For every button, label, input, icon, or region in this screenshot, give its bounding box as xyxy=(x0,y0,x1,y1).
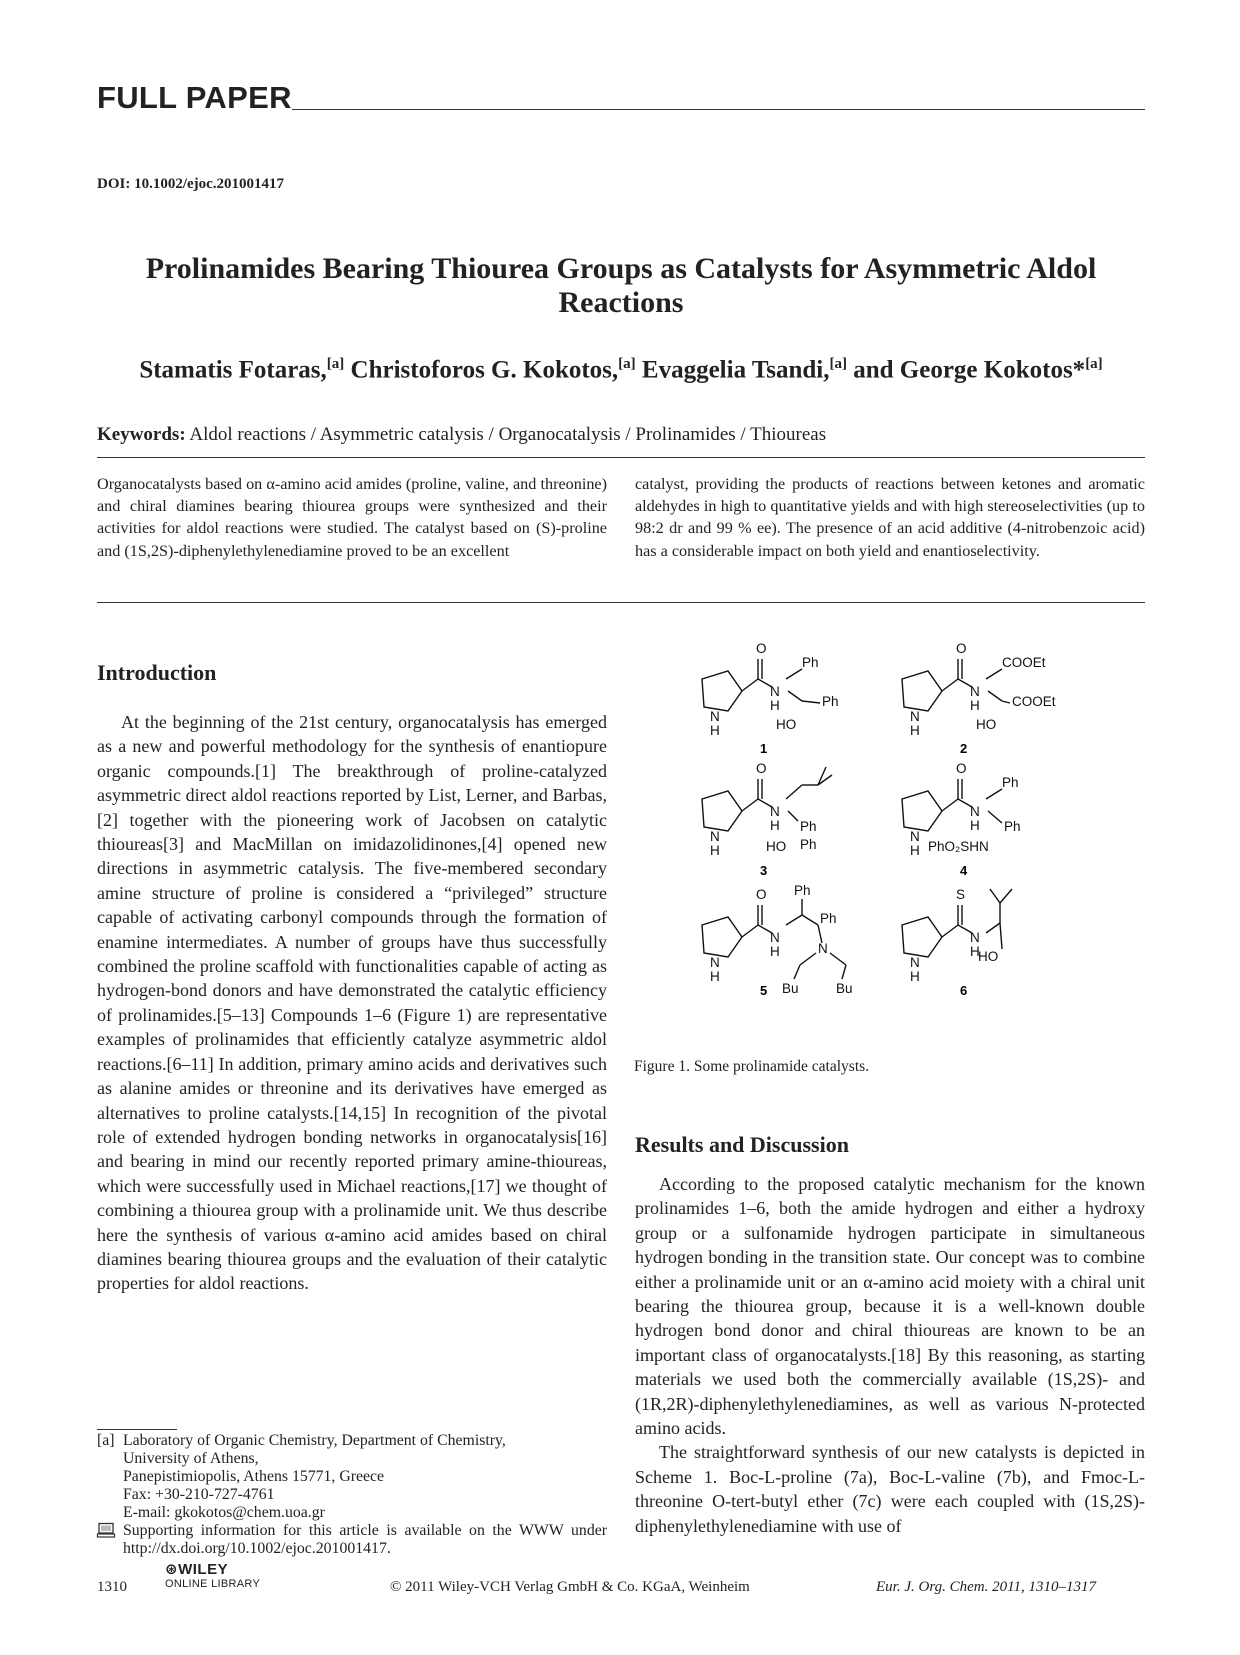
affiliation-address: Panepistimiopolis, Athens 15771, Greece xyxy=(123,1468,385,1485)
author-name: Evaggelia Tsandi, xyxy=(641,356,830,384)
introduction-heading: Introduction xyxy=(97,660,217,685)
atom-label: O xyxy=(756,887,767,902)
atom-label: H xyxy=(710,723,720,738)
affiliation-line: Laboratory of Organic Chemistry, Department of Chemistry, xyxy=(123,1432,506,1449)
compound-label-5: 5 xyxy=(760,983,768,998)
atom-label: Ph xyxy=(1004,819,1021,834)
author-affiliation: [a] xyxy=(829,356,847,372)
atom-label: N xyxy=(910,955,920,970)
supporting-information-note: Supporting information for this article is available on the WWW under http://dx.doi.org/10.1002/ejoc.201001417. xyxy=(123,1522,607,1557)
atom-label: N xyxy=(910,709,920,724)
atom-label: H xyxy=(710,969,720,984)
atom-label: N xyxy=(770,804,780,819)
atom-label: Ph xyxy=(822,694,839,709)
header-rule xyxy=(292,109,1145,110)
atom-label: O xyxy=(956,641,967,656)
atom-label: Ph xyxy=(800,819,817,834)
wiley-logo xyxy=(165,1560,275,1578)
affiliation-line: University of Athens, xyxy=(123,1450,259,1467)
compound-label-3: 3 xyxy=(760,863,768,878)
introduction-body xyxy=(97,710,607,1296)
atom-label: H xyxy=(970,944,980,959)
results-body xyxy=(635,1172,1145,1538)
keywords-label: Keywords: xyxy=(97,424,186,445)
affiliation-email: E-mail: gkokotos@chem.uoa.gr xyxy=(123,1504,325,1521)
atom-label: O xyxy=(756,641,767,656)
article-title: Prolinamides Bearing Thiourea Groups as Catalysts for Asymmetric Aldol Reactions xyxy=(145,252,1097,319)
affiliation-fax: Fax: +30-210-727-4761 xyxy=(123,1486,275,1503)
atom-label: Ph xyxy=(802,655,819,670)
atom-label: N xyxy=(970,804,980,819)
atom-label: N xyxy=(970,684,980,699)
atom-label: PhO₂SHN xyxy=(928,839,989,854)
atom-label: N xyxy=(818,941,828,956)
atom-label: H xyxy=(970,818,980,833)
abstract-left xyxy=(97,473,607,562)
atom-label: HO xyxy=(978,949,999,964)
atom-label: Ph xyxy=(820,911,837,926)
atom-label: H xyxy=(770,818,780,833)
atom-label: H xyxy=(770,698,780,713)
compound-label-4: 4 xyxy=(960,863,968,878)
atom-label: Ph xyxy=(794,883,811,898)
journal-citation: Eur. J. Org. Chem. 2011, 1310–1317 xyxy=(876,1579,1096,1595)
atom-label: H xyxy=(770,944,780,959)
author-name: Christoforos G. Kokotos, xyxy=(350,356,619,384)
compound-label-1: 1 xyxy=(760,741,768,756)
compound-label-6: 6 xyxy=(960,983,968,998)
results-paragraph: The straightforward synthesis of our new catalysts is depicted in Scheme 1. Boc-L-proline (7a), Boc-L-valine (7b), and Fmoc-L-threonine O-tert-butyl ether (7c) were each coupled with (1S,2S)-diphenylethylenediamine with use of xyxy=(635,1442,1145,1536)
atom-label: O xyxy=(756,761,767,776)
atom-label: N xyxy=(970,930,980,945)
atom-label: Bu xyxy=(836,981,853,996)
affiliation-footnote xyxy=(97,1432,607,1558)
author-affiliation: [a] xyxy=(1085,356,1103,372)
atom-label: N xyxy=(710,955,720,970)
abstract-bottom-rule xyxy=(97,602,1145,603)
atom-label: Bu xyxy=(782,981,799,996)
results-heading: Results and Discussion xyxy=(635,1132,849,1157)
atom-label: N xyxy=(770,930,780,945)
keywords xyxy=(97,424,826,446)
figure-structures xyxy=(690,641,1160,1043)
page-number: 1310 xyxy=(97,1579,127,1595)
wiley-online-library-logo xyxy=(165,1560,275,1590)
author-affiliation: [a] xyxy=(326,356,345,372)
atom-label: N xyxy=(710,709,720,724)
author-list xyxy=(97,356,1145,384)
author-name: Stamatis Fotaras, xyxy=(139,356,327,384)
atom-label: O xyxy=(956,761,967,776)
abstract-right xyxy=(635,473,1145,562)
atom-label: H xyxy=(910,969,920,984)
atom-label: H xyxy=(910,723,920,738)
atom-label: N xyxy=(910,829,920,844)
author-name: and George Kokotos* xyxy=(853,356,1086,384)
wiley-wordmark: WILEY xyxy=(178,1561,229,1578)
abstract-top-rule xyxy=(97,457,1145,458)
introduction-paragraph: At the beginning of the 21st century, organocatalysis has emerged as a new and powerful methodology for the synthesis of enantiopure organic compounds.[1] The breakthrough of proline-catalyzed asymmetric direct aldol reactions reported by List, Lerner, and Barbas,[2] together with the pioneering work of Jacobsen on catalytic thioureas[3] and MacMillan on imidazolidinones,[4] opened new directions in asymmetric catalysis. The five-membered secondary amine structure of proline is considered a “privileged” structure capable of activating carbonyl compounds through the formation of enamine intermediates. A number of groups have thus successfully combined the proline scaffold with functionalities capable of acting as hydrogen-bond donors and have demonstrated the catalytic efficiency of prolinamides.[5–13] Compounds 1–6 (Figure 1) are representative examples of prolinamides that efficiently catalyze asymmetric aldol reactions.[6–11] In addition, primary amino acids and derivatives such as alanine amides or threonine and its derivatives have emerged as alternatives to proline catalysts.[14,15] In recognition of the pivotal role of extended hydrogen bonding networks in organocatalysis[16] and bearing in mind our recently reported primary amine-thioureas, which were successfully used in Michael reactions,[17] we thought of combining a thiourea group with a prolinamide unit. We thus describe here the synthesis of various α-amino acid amides based on chiral diamines bearing thiourea groups and the evaluation of their catalytic properties for aldol reactions. xyxy=(97,712,607,1294)
atom-label: H xyxy=(910,843,920,858)
footnote-rule xyxy=(97,1429,177,1430)
atom-label: H xyxy=(710,843,720,858)
atom-label: Ph xyxy=(1002,775,1019,790)
atom-label: N xyxy=(770,684,780,699)
abstract-text-left: Organocatalysts based on α-amino acid amides (proline, valine, and threonine) and chiral diamines bearing thiourea groups were synthesized and their activities for aldol reactions were studied. The catalyst based on (S)-proline and (1S,2S)-diphenylethylenediamine proved to be an excellent xyxy=(97,475,607,560)
abstract-text-right: catalyst, providing the products of reactions between ketones and aromatic aldehydes in high to quantitative yields and with high stereoselectivities (up to 98:2 dr and 99 % ee). The presence of an acid additive (4-nitrobenzoic acid) has a considerable impact on both yield and enantioselectivity. xyxy=(635,475,1145,560)
compound-label-2: 2 xyxy=(960,741,968,756)
atom-label: H xyxy=(970,698,980,713)
author-affiliation: [a] xyxy=(618,356,636,372)
atom-label: HO xyxy=(766,839,787,854)
atom-label: HO xyxy=(776,717,797,732)
wiley-icon: ⊛ xyxy=(165,1561,179,1578)
computer-icon xyxy=(97,1522,123,1558)
copyright: © 2011 Wiley-VCH Verlag GmbH & Co. KGaA, Weinheim xyxy=(390,1579,750,1595)
atom-label: HO xyxy=(976,717,997,732)
online-library-label: ONLINE LIBRARY xyxy=(165,1578,261,1590)
atom-label: COOEt xyxy=(1012,694,1056,709)
section-label: FULL PAPER xyxy=(97,80,292,115)
doi: DOI: 10.1002/ejoc.201001417 xyxy=(97,176,285,192)
footnote-tag: [a] xyxy=(97,1432,115,1449)
keywords-list: Aldol reactions / Asymmetric catalysis / Organocatalysis / Prolinamides / Thioureas xyxy=(189,424,827,445)
atom-label: N xyxy=(710,829,720,844)
atom-label: Ph xyxy=(800,837,817,852)
figure-caption: Figure 1. Some prolinamide catalysts. xyxy=(634,1058,870,1075)
atom-label: COOEt xyxy=(1002,655,1046,670)
atom-label: S xyxy=(956,887,966,902)
results-paragraph: According to the proposed catalytic mechanism for the known prolinamides 1–6, both the amide hydrogen and either a hydroxy group or a sulfonamide hydrogen participate in simultaneous hydrogen bonding in the transition state. Our concept was to combine either a prolinamide unit or an α-amino acid moiety with a chiral unit bearing the thiourea group, because it is a well-known double hydrogen bond donor and chiral thioureas are known to be an important class of organocatalysts.[18] By this reasoning, as starting materials we used both the commercially available (1S,2S)- and (1R,2R)-diphenylethylenediamines, as well as various N-protected amino acids. xyxy=(635,1174,1145,1439)
